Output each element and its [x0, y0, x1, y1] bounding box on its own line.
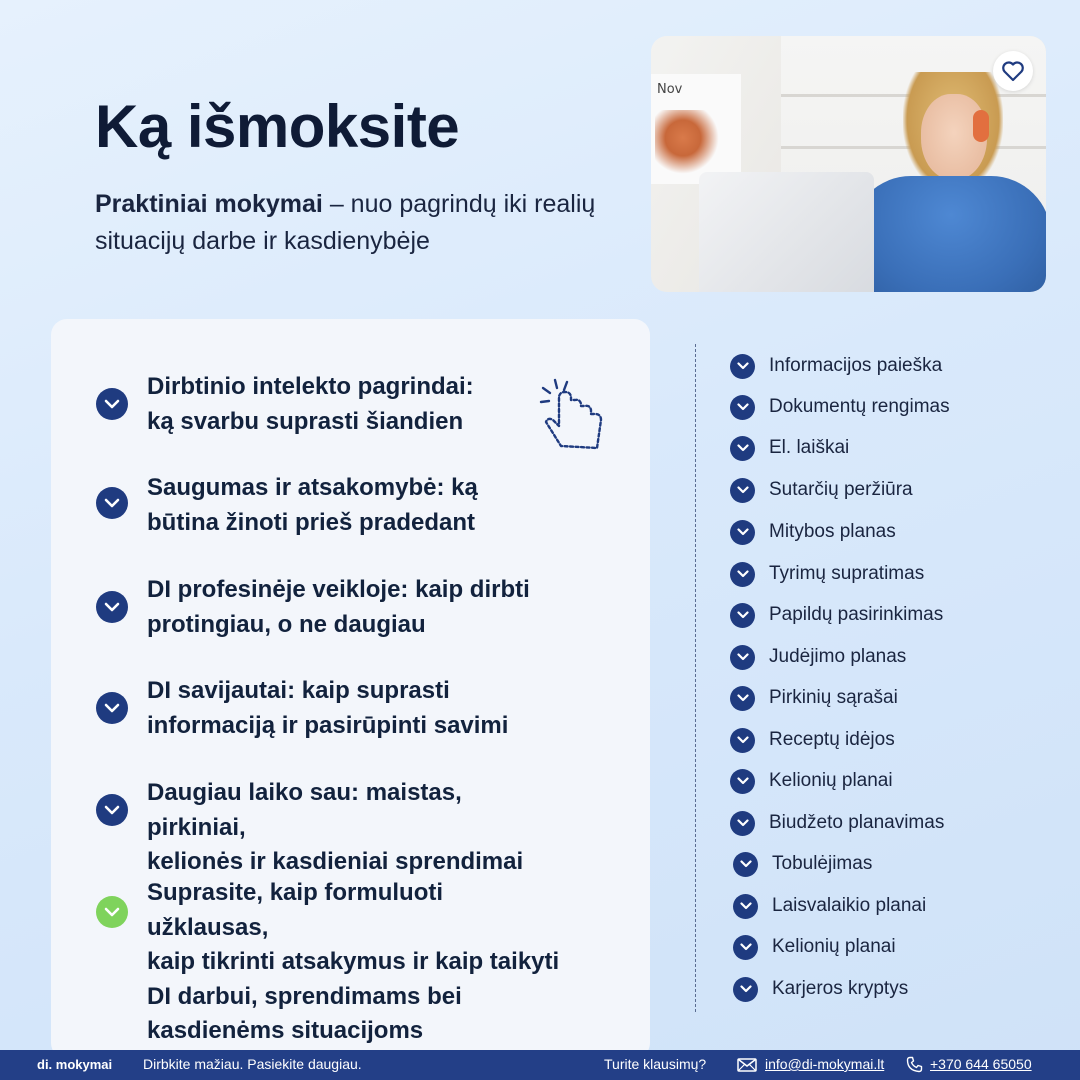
footer-phone-link[interactable]: +370 644 65050: [930, 1056, 1032, 1072]
side-list-item: [733, 934, 896, 960]
check-circle-icon: [730, 562, 755, 587]
footer-bar: [0, 1050, 1080, 1080]
topic-line: informaciją ir pasirūpinti savimi: [147, 711, 509, 739]
footer-email-link[interactable]: info@di-mokymai.lt: [765, 1056, 885, 1072]
side-list-item: [730, 685, 898, 711]
subtitle-rest: – nuo pagrindų iki realių situacijų darbe ir kasdienybėje: [95, 190, 596, 255]
favorite-button[interactable]: [993, 51, 1033, 91]
phone-icon: [906, 1056, 923, 1073]
topic-item: [96, 674, 566, 743]
check-circle-icon: [96, 692, 128, 724]
column-divider: [695, 344, 696, 1012]
side-list-label: Laisvalaikio planai: [772, 895, 927, 916]
side-list-label: Sutarčių peržiūra: [769, 479, 913, 500]
photo-calendar-label: Nov: [657, 82, 683, 97]
side-list-label: Papildų pasirinkimas: [769, 604, 944, 625]
topic-line: kaip tikrinti atsakymus ir kaip taikyti: [147, 948, 560, 975]
subtitle-bold: Praktiniai mokymai: [95, 190, 323, 218]
photo-plant: [655, 110, 725, 180]
topic-line: protingiau, o ne daugiau: [147, 610, 426, 638]
topic-item: [96, 471, 566, 540]
topic-item-highlight: [96, 876, 566, 1049]
side-list-item: [730, 561, 924, 587]
side-list-label: Dokumentų rengimas: [769, 396, 950, 417]
topic-line: DI darbui, sprendimams bei: [147, 982, 462, 1010]
check-circle-icon: [730, 769, 755, 794]
check-circle-icon: [730, 811, 755, 836]
topic-line: Suprasite, kaip formuluoti užklausas,: [147, 879, 444, 941]
side-list-item: [733, 976, 908, 1002]
side-list-item: [730, 644, 906, 670]
side-list-item: [730, 810, 944, 836]
side-list-item: [730, 394, 950, 420]
page-title: Ką išmoksite: [95, 93, 460, 160]
topic-line: kasdienėms situacijoms: [147, 1017, 424, 1044]
check-circle-icon: [730, 645, 755, 670]
check-circle-icon: [733, 977, 758, 1002]
side-list-item: [730, 435, 849, 461]
side-list-label: Mitybos planas: [769, 521, 896, 542]
side-list-label: Pirkinių sąrašai: [769, 687, 898, 708]
topic-line: Dirbtinio intelekto pagrindai:: [147, 373, 474, 400]
check-circle-icon: [730, 395, 755, 420]
side-list-label: Judėjimo planas: [769, 646, 907, 667]
side-list-item: [733, 893, 926, 919]
check-circle-icon: [730, 603, 755, 628]
topic-line: DI profesinėje veikloje: kaip dirbti: [147, 576, 530, 603]
topic-line: Saugumas ir atsakomybė: ką: [147, 474, 478, 501]
check-circle-icon: [730, 478, 755, 503]
hero-photo: [651, 36, 1046, 292]
topic-item: [96, 573, 566, 642]
check-circle-icon: [96, 388, 128, 420]
side-list-item: [730, 353, 942, 379]
side-list-label: Receptų idėjos: [769, 729, 895, 750]
topic-line: DI savijautai: kaip suprasti: [147, 677, 450, 704]
check-circle-icon: [730, 354, 755, 379]
side-list-item: [730, 519, 896, 545]
check-circle-icon: [730, 436, 755, 461]
hand-pointer-icon: [537, 376, 609, 454]
check-circle-icon: [96, 487, 128, 519]
side-list-label: Informacijos paieška: [769, 355, 943, 376]
photo-person: [851, 176, 1046, 292]
mail-icon: [737, 1058, 757, 1072]
check-circle-green-icon: [96, 896, 128, 928]
side-list-label: Tobulėjimas: [772, 853, 873, 874]
side-list-label: Biudžeto planavimas: [769, 812, 945, 833]
check-circle-icon: [730, 686, 755, 711]
side-list-item: [730, 727, 895, 753]
side-list-item: [730, 477, 913, 503]
photo-headphones: [973, 110, 989, 142]
check-circle-icon: [730, 728, 755, 753]
side-list-item: [730, 768, 893, 794]
check-circle-icon: [733, 935, 758, 960]
side-list-label: Kelionių planai: [772, 936, 896, 957]
topic-line: būtina žinoti prieš pradedant: [147, 508, 476, 536]
topic-item: [96, 776, 566, 880]
check-circle-icon: [733, 894, 758, 919]
footer-logo: di. mokymai: [37, 1057, 113, 1072]
topic-item: [96, 370, 566, 439]
footer-question: Turite klausimų?: [604, 1056, 707, 1072]
topic-line: ką svarbu suprasti šiandien: [147, 407, 464, 435]
heart-icon: [1001, 60, 1025, 82]
page-subtitle: [95, 186, 615, 260]
side-list-item: [730, 602, 943, 628]
footer-slogan: Dirbkite mažiau. Pasiekite daugiau.: [143, 1056, 362, 1072]
photo-laptop: [699, 172, 874, 292]
side-list-item: [733, 851, 872, 877]
side-list-label: El. laiškai: [769, 437, 850, 458]
side-list-label: Karjeros kryptys: [772, 978, 909, 999]
topic-line: Daugiau laiko sau: maistas, pirkiniai,: [147, 779, 462, 841]
topic-line: kelionės ir kasdieniai sprendimai: [147, 848, 524, 875]
side-list-label: Tyrimų supratimas: [769, 563, 925, 584]
check-circle-icon: [96, 794, 128, 826]
check-circle-icon: [96, 591, 128, 623]
check-circle-icon: [733, 852, 758, 877]
side-list-label: Kelionių planai: [769, 770, 893, 791]
check-circle-icon: [730, 520, 755, 545]
